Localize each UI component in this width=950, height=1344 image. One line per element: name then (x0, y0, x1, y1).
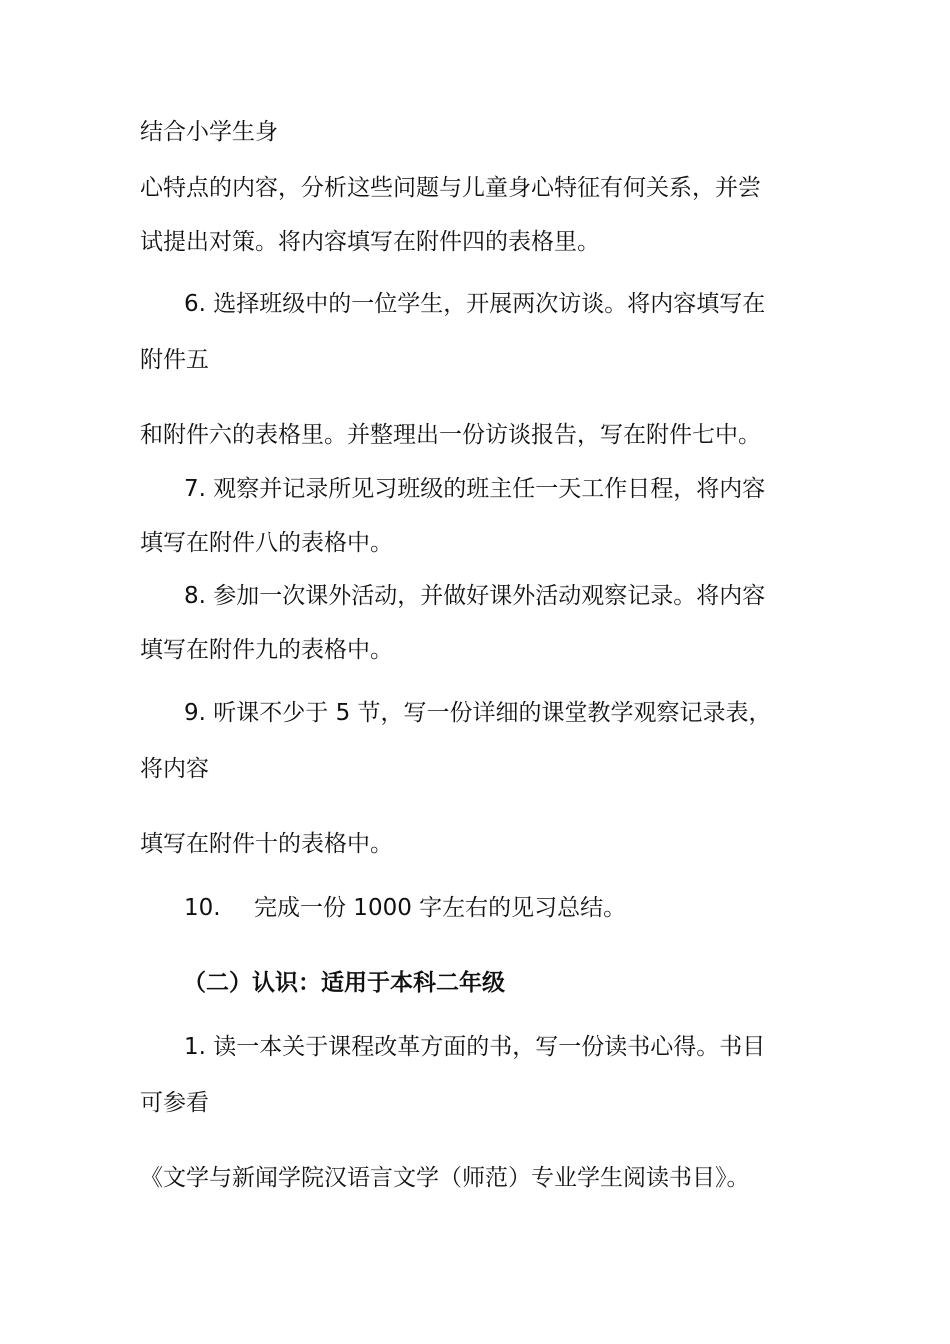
text-line: 可参看 (140, 1090, 209, 1116)
list-item-7: 7. 观察并记录所见习班级的班主任一天工作日程，将内容 (184, 476, 766, 502)
text-line: 《文学与新闻学院汉语言文学（师范）专业学生阅读书目》。 (140, 1165, 750, 1191)
text-line: 将内容 (140, 756, 209, 782)
text-line: 附件五 (140, 347, 209, 373)
list-item-6: 6. 选择班级中的一位学生，开展两次访谈。将内容填写在 (184, 291, 766, 317)
text-line: 填写在附件八的表格中。 (140, 530, 393, 556)
list-item-8: 8. 参加一次课外活动，并做好课外活动观察记录。将内容 (184, 583, 766, 609)
list-item-10 (184, 893, 626, 923)
list-item-1: 1. 读一本关于课程改革方面的书，写一份读书心得。书目 (184, 1034, 766, 1060)
section-heading: （二）认识：适用于本科二年级 (183, 970, 505, 996)
text-line: 填写在附件九的表格中。 (140, 637, 393, 663)
text-line: 填写在附件十的表格中。 (140, 831, 393, 857)
item-number: 10. (184, 895, 221, 921)
list-item-9: 9. 听课不少于 5 节，写一份详细的课堂教学观察记录表， (184, 700, 772, 726)
text-line: 和附件六的表格里。并整理出一份访谈报告，写在附件七中。 (140, 422, 761, 448)
item-text: 完成一份 1000 字左右的见习总结。 (254, 895, 627, 921)
text-line: 结合小学生身 (140, 119, 278, 145)
text-line: 心特点的内容，分析这些问题与儿童身心特征有何关系，并尝 (140, 175, 761, 201)
text-line: 试提出对策。将内容填写在附件四的表格里。 (140, 229, 600, 255)
